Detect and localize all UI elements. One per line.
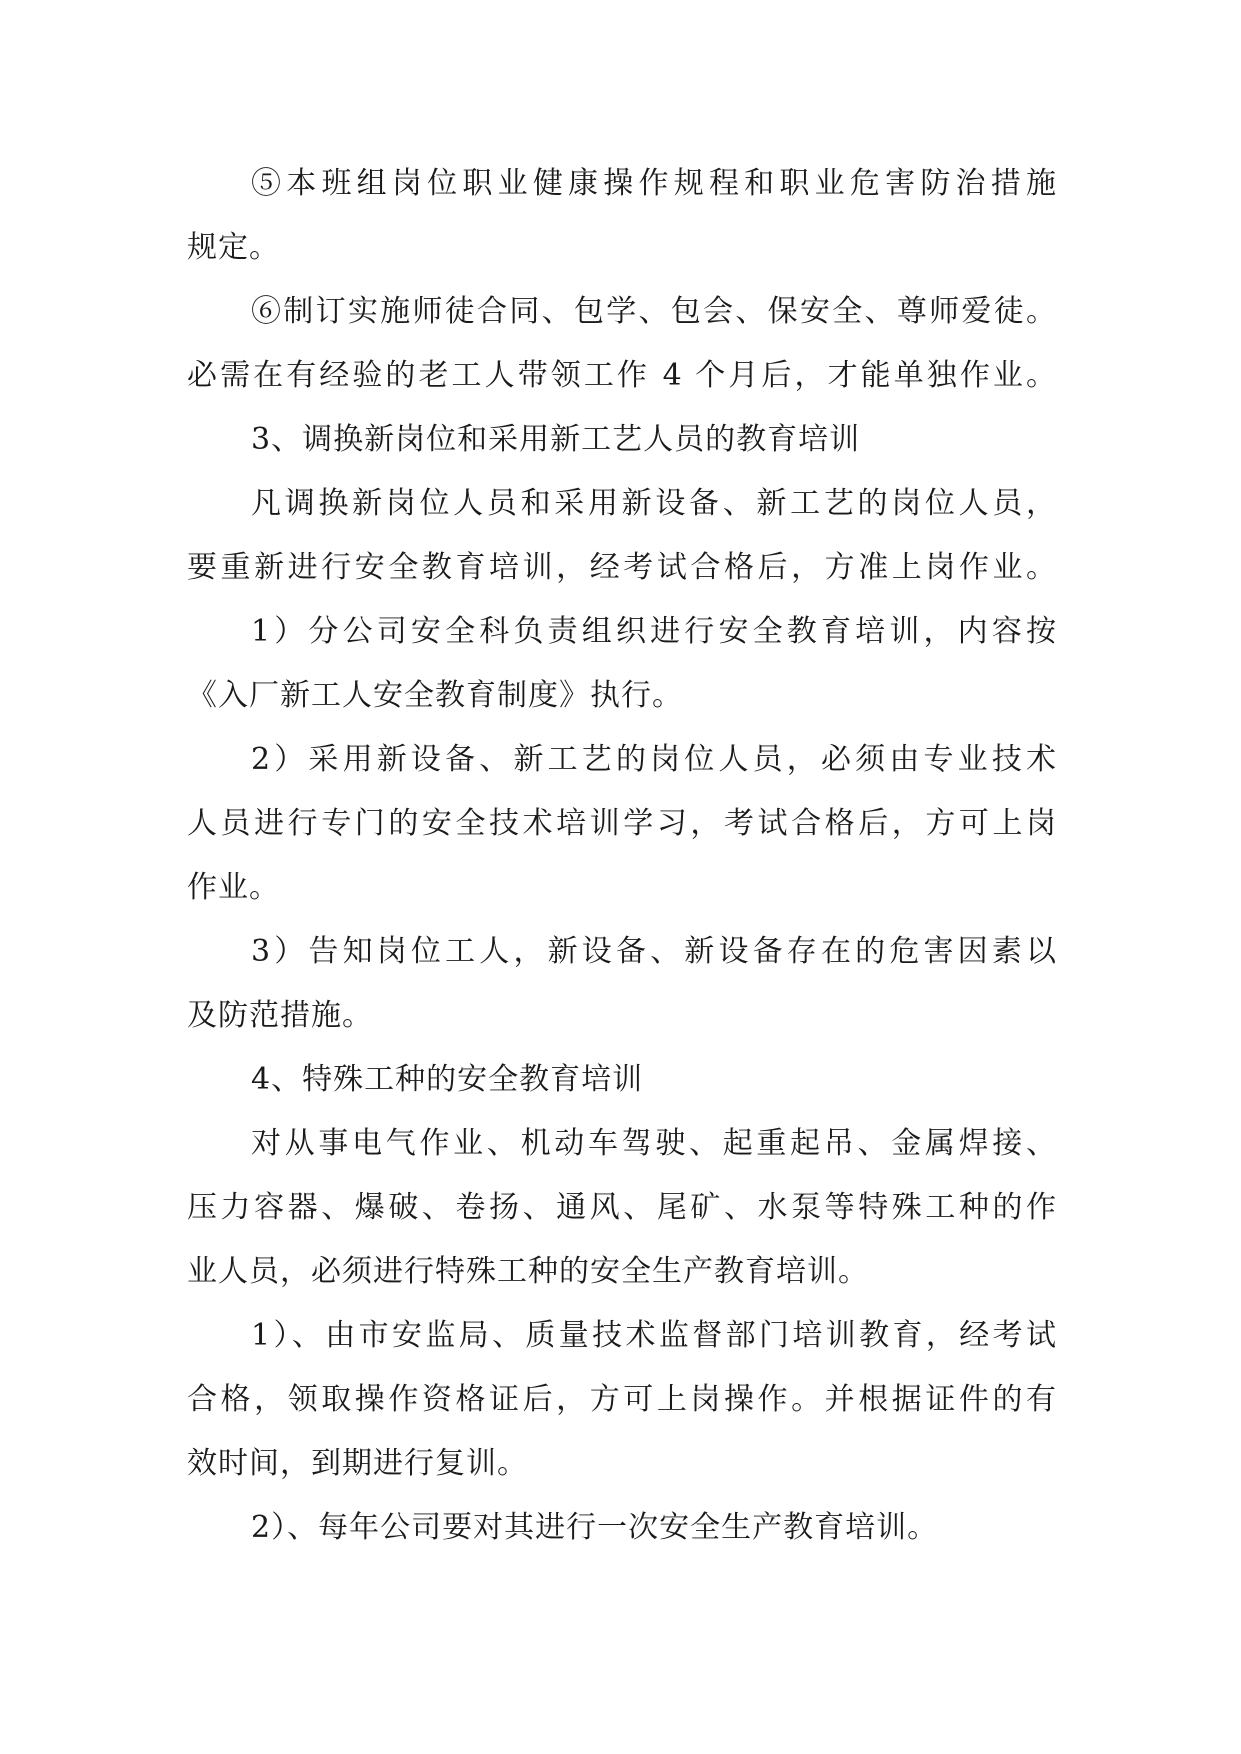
text-line: ⑥制订实施师徒合同、包学、包会、保安全、尊师爱徒。	[251, 294, 1057, 329]
document-body	[187, 152, 1057, 1560]
section-heading: 4、特殊工种的安全教育培训	[251, 1062, 644, 1097]
text-line: 人员进行专门的安全技术培训学习，考试合格后，方可上岗	[187, 806, 1057, 841]
text-line: 3）告知岗位工人，新设备、新设备存在的危害因素以	[251, 934, 1057, 969]
text-line: ⑤本班组岗位职业健康操作规程和职业危害防治措施	[251, 166, 1057, 201]
text-line: 压力容器、爆破、卷扬、通风、尾矿、水泵等特殊工种的作	[187, 1190, 1057, 1225]
text-line: 规定。	[187, 230, 280, 265]
text-line: 效时间，到期进行复训。	[187, 1446, 528, 1481]
section-heading: 3、调换新岗位和采用新工艺人员的教育培训	[251, 422, 861, 457]
text-line: 业人员，必须进行特殊工种的安全生产教育培训。	[187, 1254, 869, 1289]
text-line: 2）、每年公司要对其进行一次安全生产教育培训。	[251, 1510, 939, 1545]
text-line: 2）采用新设备、新工艺的岗位人员，必须由专业技术	[251, 742, 1057, 777]
text-line: 1）、由市安监局、质量技术监督部门培训教育，经考试	[251, 1318, 1057, 1353]
text-line: 凡调换新岗位人员和采用新设备、新工艺的岗位人员，	[251, 486, 1057, 521]
text-line: 及防范措施。	[187, 998, 373, 1033]
text-line: 对从事电气作业、机动车驾驶、起重起吊、金属焊接、	[251, 1126, 1057, 1161]
text-line: 合格，领取操作资格证后，方可上岗操作。并根据证件的有	[187, 1382, 1057, 1417]
text-line: 《入厂新工人安全教育制度》执行。	[187, 678, 683, 713]
text-line: 必需在有经验的老工人带领工作 4 个月后，才能单独作业。	[187, 358, 1057, 393]
text-line: 1）分公司安全科负责组织进行安全教育培训，内容按	[251, 614, 1057, 649]
text-line: 作业。	[187, 870, 280, 905]
text-line: 要重新进行安全教育培训，经考试合格后，方准上岗作业。	[187, 550, 1057, 585]
